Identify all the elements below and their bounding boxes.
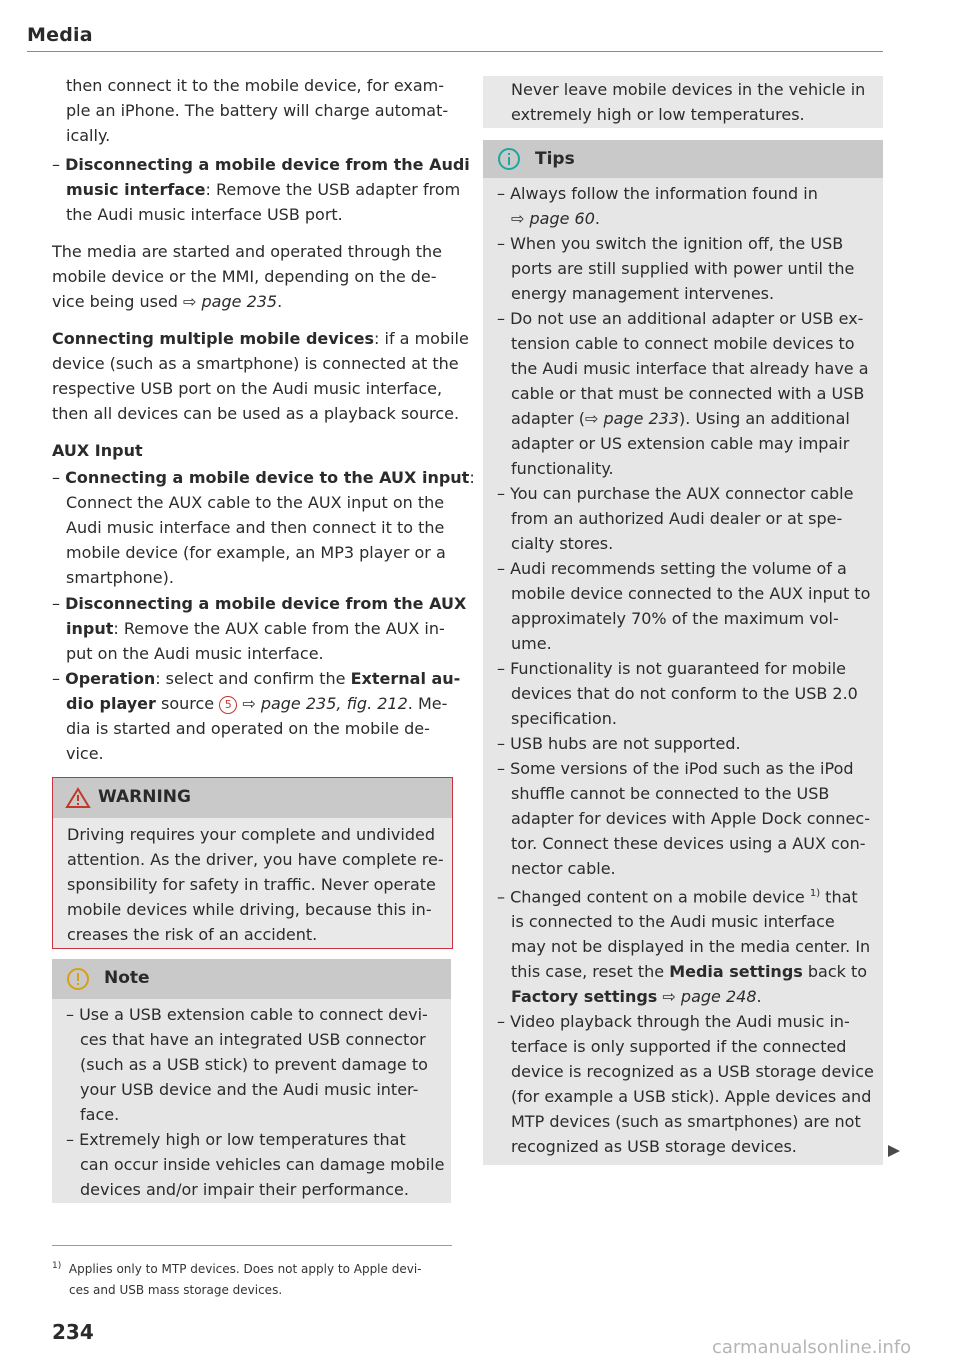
tip-line: – Some versions of the iPod such as the iPod: [497, 759, 854, 778]
aux-connect-item: – Connecting a mobile device to the AUX input:: [52, 468, 475, 487]
page-number: 234: [52, 1320, 94, 1344]
colon: :: [469, 468, 475, 487]
aux-connect-heading: Connecting a mobile device to the AUX input: [65, 468, 470, 487]
disconnect-usb-line: [52, 177, 460, 202]
warning-triangle-icon: [65, 787, 91, 809]
tip-line: [497, 959, 874, 984]
operation-line: [52, 691, 447, 716]
tip-line: adapter for devices with Apple Dock connec-: [511, 809, 870, 828]
page-reference-link[interactable]: ⇨ page 60: [511, 209, 595, 228]
aux-disconnect-line: put on the Audi music interface.: [66, 644, 324, 663]
footnote: [52, 1256, 421, 1301]
footnote-mark: 1): [52, 1261, 62, 1271]
multiple-devices-line: then all devices can be used as a playback source.: [52, 404, 460, 423]
external-audio-player-label-2: dio player: [66, 694, 156, 713]
page-reference-link[interactable]: ⇨ page 233: [584, 409, 680, 428]
tips-title: Tips: [535, 149, 575, 169]
note-line: – Extremely high or low temperatures that: [66, 1130, 406, 1149]
tip-line: [497, 206, 874, 231]
info-circle-icon: [497, 147, 521, 171]
page-reference-link[interactable]: ⇨ page 248: [657, 987, 757, 1007]
operation-heading: Operation: [65, 669, 156, 688]
disconnect-usb-heading-2: music interface: [66, 180, 206, 199]
tip-line: ume.: [511, 634, 552, 653]
caution-line: Never leave mobile devices in the vehicle in: [511, 80, 866, 99]
factory-settings-label: Factory settings: [511, 987, 658, 1007]
tip-line: – USB hubs are not supported.: [497, 734, 741, 753]
tips-box: [483, 140, 883, 1165]
intro-line: ple an iPhone. The battery will charge automat-: [66, 101, 449, 120]
tip-text: ). Using an additional: [679, 409, 850, 428]
tip-line: MTP devices (such as smartphones) are not: [511, 1112, 861, 1132]
warning-line: attention. As the driver, you have complete re-: [67, 850, 444, 869]
note-line: ces that have an integrated USB connector: [80, 1030, 426, 1049]
warning-line: creases the risk of an accident.: [67, 925, 318, 944]
tip-text: back to: [802, 962, 868, 982]
intro-line: ically.: [66, 126, 111, 145]
note-title: Note: [104, 968, 150, 988]
caution-line: extremely high or low temperatures.: [511, 105, 805, 124]
footnote-reference: 1): [809, 888, 821, 899]
aux-disconnect-heading-2: input: [66, 619, 114, 638]
section-title: Media: [27, 24, 93, 46]
multiple-devices-line: respective USB port on the Audi music interface,: [52, 379, 443, 398]
note-box: [52, 959, 451, 1203]
tip-line: [497, 881, 874, 909]
aux-disconnect-text: : Remove the AUX cable from the AUX in-: [113, 619, 445, 638]
watermark: carmanualsonline.info: [712, 1337, 912, 1358]
tip-line: terface is only supported if the connected: [511, 1037, 847, 1057]
aux-connect-line: Connect the AUX cable to the AUX input on the: [66, 493, 445, 512]
disconnect-usb-text: : Remove the USB adapter from: [205, 180, 461, 199]
tip-line: the Audi music interface that already have a: [511, 359, 869, 378]
tip-line: ports are still supplied with power until the: [511, 259, 855, 278]
tip-line: specification.: [511, 709, 617, 728]
disconnect-usb-heading: Disconnecting a mobile device from the Audi: [65, 155, 470, 174]
aux-connect-line: mobile device (for example, an MP3 player or a: [66, 543, 446, 562]
tip-line: tor. Connect these devices using a AUX con-: [511, 834, 866, 853]
operation-text-end: . Me-: [407, 694, 448, 713]
tip-line: – Functionality is not guaranteed for mobile: [497, 659, 846, 678]
tip-line: may not be displayed in the media center. In: [511, 937, 871, 957]
disconnect-usb-item: – Disconnecting a mobile device from the Audi: [52, 155, 470, 174]
tip-line: mobile device connected to the AUX input to: [511, 584, 871, 603]
disconnect-usb-line: the Audi music interface USB port.: [66, 205, 343, 224]
media-paragraph-line: mobile device or the MMI, depending on the de-: [52, 267, 437, 286]
warning-header: [53, 778, 452, 818]
tip-line: energy management intervenes.: [511, 284, 775, 303]
note-line: (such as a USB stick) to prevent damage to: [80, 1055, 428, 1074]
period: .: [756, 987, 762, 1007]
tip-line: – Do not use an additional adapter or USB ex-: [497, 309, 864, 328]
intro-line: then connect it to the mobile device, for exam-: [66, 76, 445, 95]
callout-circle-icon: 5: [219, 696, 237, 714]
tip-text: adapter (: [511, 409, 585, 428]
aux-input-heading: AUX Input: [52, 441, 143, 460]
tip-text: – Changed content on a mobile device: [497, 887, 810, 907]
page-reference-link[interactable]: ⇨ page 235, fig. 212: [237, 694, 408, 713]
footnote-divider: [52, 1245, 452, 1246]
tip-line: shuffle cannot be connected to the USB: [511, 784, 830, 803]
tip-text: this case, reset the: [511, 962, 670, 982]
tip-text: that: [820, 887, 858, 907]
note-line: face.: [80, 1105, 120, 1124]
aux-disconnect-heading: Disconnecting a mobile device from the AUX: [65, 594, 467, 613]
tip-line: functionality.: [511, 459, 614, 478]
tip-line: – You can purchase the AUX connector cable: [497, 484, 854, 503]
operation-line: vice.: [66, 744, 104, 763]
aux-disconnect-item: – Disconnecting a mobile device from the AUX: [52, 594, 467, 613]
tip-line: from an authorized Audi dealer or at spe-: [511, 509, 843, 528]
tip-line: – Audi recommends setting the volume of a: [497, 559, 847, 578]
caution-continued-box: [483, 76, 883, 128]
period: .: [277, 292, 283, 311]
tip-line: [497, 984, 874, 1009]
aux-disconnect-line: [52, 616, 445, 641]
tip-line: recognized as USB storage devices.: [511, 1137, 797, 1157]
source-text: source: [155, 694, 220, 713]
external-audio-player-label: External au-: [350, 669, 461, 688]
multiple-devices-text: : if a mobile: [374, 329, 469, 348]
header-divider: [27, 51, 883, 52]
warning-line: sponsibility for safety in traffic. Never operate: [67, 875, 436, 894]
tip-line: (for example a USB stick). Apple devices and: [511, 1087, 872, 1107]
media-paragraph-line: The media are started and operated through the: [52, 242, 443, 261]
period: .: [594, 209, 600, 228]
tip-line: devices that do not conform to the USB 2.0: [511, 684, 858, 703]
tip-line: nector cable.: [511, 859, 616, 878]
warning-title: WARNING: [98, 787, 191, 807]
aux-connect-line: smartphone).: [66, 568, 174, 587]
tip-line: cable or that must be connected with a USB: [511, 384, 865, 403]
note-line: devices and/or impair their performance.: [80, 1180, 409, 1199]
note-line: your USB device and the Audi music inter-: [80, 1080, 419, 1099]
tip-line: [497, 406, 874, 431]
multiple-devices-line: [52, 326, 469, 351]
tip-line: device is recognized as a USB storage device: [511, 1062, 874, 1082]
tip-line: – When you switch the ignition off, the USB: [497, 234, 844, 253]
tips-header: [483, 140, 883, 178]
continue-arrow-icon[interactable]: [887, 1144, 901, 1158]
tip-line: cialty stores.: [511, 534, 614, 553]
warning-box: [52, 777, 453, 949]
aux-connect-line: Audi music interface and then connect it to the: [66, 518, 445, 537]
exclamation-circle-icon: [66, 967, 90, 991]
media-paragraph-text: vice being used: [52, 292, 184, 311]
tip-line: – Always follow the information found in: [497, 184, 818, 203]
media-paragraph-line: [52, 289, 282, 314]
footnote-line: ces and USB mass storage devices.: [69, 1283, 283, 1297]
note-header: [52, 959, 451, 999]
tip-line: is connected to the Audi music interface: [511, 912, 835, 932]
operation-text: : select and confirm the: [155, 669, 351, 688]
tip-line: approximately 70% of the maximum vol-: [511, 609, 839, 628]
multiple-devices-heading: Connecting multiple mobile devices: [52, 329, 375, 348]
operation-item: – Operation: select and confirm the External au-: [52, 669, 461, 688]
tip-line: adapter or US extension cable may impair: [511, 434, 850, 453]
warning-line: mobile devices while driving, because this in-: [67, 900, 432, 919]
warning-line: Driving requires your complete and undivided: [67, 825, 435, 844]
tip-line: – Video playback through the Audi music in-: [497, 1012, 850, 1032]
multiple-devices-line: device (such as a smartphone) is connected at the: [52, 354, 459, 373]
operation-line: dia is started and operated on the mobile de-: [66, 719, 430, 738]
footnote-line: Applies only to MTP devices. Does not apply to Apple devi-: [68, 1262, 422, 1276]
tip-line: tension cable to connect mobile devices to: [511, 334, 855, 353]
page-reference-link[interactable]: ⇨ page 235: [183, 292, 278, 311]
note-line: – Use a USB extension cable to connect devi-: [66, 1005, 428, 1024]
media-settings-label: Media settings: [669, 962, 803, 982]
note-line: can occur inside vehicles can damage mobile: [80, 1155, 445, 1174]
